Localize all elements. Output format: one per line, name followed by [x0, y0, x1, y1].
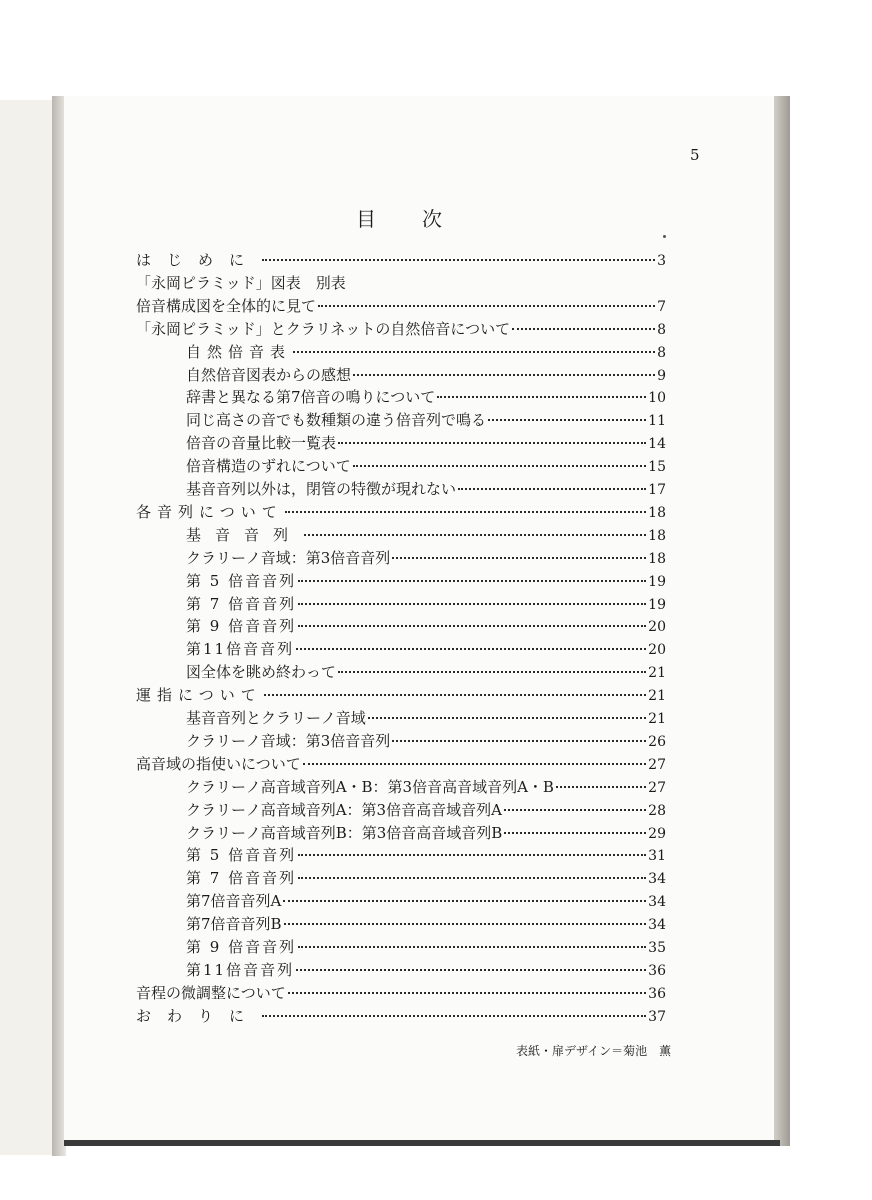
toc-leader-dots — [437, 396, 646, 398]
toc-leader-dots — [353, 465, 646, 467]
toc-entry — [186, 937, 666, 958]
toc-entry-title: 基音音列 — [186, 525, 303, 544]
toc-leader-dots — [283, 900, 646, 902]
toc-entry-title: 各音列について — [136, 502, 283, 521]
toc-leader-dots — [392, 557, 646, 559]
toc-leader-dots — [338, 671, 646, 673]
page-number: 5 — [690, 146, 700, 164]
toc-entry — [186, 845, 666, 866]
toc-entry-title: クラリーノ高音域音列B：第3倍音高音域音列B — [186, 823, 503, 842]
toc-entry — [136, 250, 666, 271]
toc-leader-dots — [556, 786, 646, 788]
toc-entry-page: 27 — [648, 779, 666, 796]
toc-leader-dots — [458, 488, 646, 490]
toc-entry — [186, 639, 666, 660]
toc-entry-title: 第 7 倍音音列 — [186, 594, 297, 613]
toc-leader-dots — [296, 969, 646, 971]
toc-entry-page: 28 — [648, 802, 666, 819]
toc-entry — [186, 731, 666, 752]
toc-entry — [186, 777, 666, 798]
toc-entry-title: おわりに — [136, 1006, 261, 1025]
toc-entry — [186, 823, 666, 844]
toc-entry — [186, 410, 666, 431]
toc-entry — [186, 525, 666, 546]
toc-entry-page: 19 — [648, 596, 666, 613]
toc-leader-dots — [304, 534, 646, 536]
toc-entry-page: 18 — [648, 527, 666, 544]
toc-entry-page: 27 — [648, 756, 666, 773]
toc-entry-page: 11 — [648, 413, 666, 430]
toc-entry-page: 36 — [648, 985, 666, 1002]
toc-entry-title: 「永岡ピラミッド」とクラリネットの自然倍音について — [136, 319, 511, 338]
toc-leader-dots — [512, 328, 655, 330]
toc-leader-dots — [298, 580, 646, 582]
toc-entry-page: 37 — [648, 1008, 666, 1025]
toc-entry-page: 17 — [648, 482, 666, 498]
toc-entry-page: 31 — [648, 848, 666, 865]
toc-entry-title: クラリーノ高音域音列A：第3倍音高音域音列A — [186, 800, 502, 819]
toc-entry — [136, 685, 666, 706]
toc-leader-dots — [298, 625, 646, 627]
toc-entry-page: 8 — [657, 321, 666, 338]
toc-leader-dots — [303, 763, 646, 765]
page-title: 目次 — [356, 207, 488, 231]
toc-entry-page: 19 — [648, 573, 666, 590]
toc-entry-title: 第 9 倍音音列 — [186, 617, 297, 636]
toc-entry-title: 第 5 倍音音列 — [186, 846, 297, 865]
toc-entry-title: 基音音列とクラリーノ音域 — [186, 709, 366, 727]
toc-leader-dots — [392, 740, 646, 742]
toc-entry-title: クラリーノ音域：第3倍音音列 — [186, 548, 391, 567]
toc-entry — [186, 914, 666, 935]
toc-leader-dots — [262, 259, 655, 261]
toc-entry-page: 14 — [648, 436, 666, 453]
toc-entry-page: 29 — [648, 825, 666, 842]
toc-entry-title: 図全体を眺め終わって — [186, 663, 336, 682]
toc-entry-page: 20 — [648, 642, 666, 659]
toc-entry-page: 3 — [657, 253, 666, 269]
toc-entry — [186, 571, 666, 592]
toc-entry — [136, 502, 666, 523]
toc-leader-dots — [264, 694, 646, 696]
toc-entry — [186, 868, 666, 889]
toc-leader-dots — [293, 351, 655, 353]
toc-entry-page: 18 — [648, 550, 666, 567]
toc-entry-title: 同じ高さの音でも数種類の違う倍音列で鳴る — [186, 411, 487, 430]
toc-entry-page: 34 — [648, 917, 666, 934]
toc-leader-dots — [298, 946, 646, 948]
toc-entry-page: 21 — [648, 711, 666, 727]
toc-entry-title: 高音域の指使いについて — [136, 754, 301, 773]
toc-entry-page: 15 — [648, 459, 666, 476]
toc-leader-dots — [298, 603, 646, 605]
toc-entry-title: 倍音構造のずれについて — [186, 457, 351, 476]
toc-leader-dots — [288, 992, 646, 994]
toc-entry-title: 基音音列以外は，閉管の特徴が現れない — [186, 480, 457, 498]
toc-entry-title: 「永岡ピラミッド」図表 別表 — [136, 273, 346, 292]
toc-entry-page: 35 — [648, 940, 666, 956]
toc-entry — [186, 365, 666, 386]
toc-leader-dots — [504, 832, 646, 834]
toc-entry — [186, 708, 666, 729]
toc-leader-dots — [318, 305, 655, 307]
toc-entry — [186, 387, 666, 408]
toc-entry — [136, 296, 666, 317]
toc-leader-dots — [262, 1015, 646, 1017]
toc-entry — [186, 594, 666, 615]
toc-entry-title: クラリーノ高音域音列A・B：第3倍音高音域音列A・B — [186, 777, 554, 796]
toc-entry-title: 運指について — [136, 686, 262, 705]
toc-entry — [136, 319, 666, 340]
toc-entry-title: 第7倍音音列B — [186, 915, 282, 934]
toc-entry-title: 倍音の音量比較一覧表 — [186, 434, 337, 453]
toc-entry-title: はじめに — [136, 251, 261, 269]
toc-entry-page: 20 — [648, 619, 666, 636]
toc-entry-page: 8 — [657, 344, 666, 361]
toc-entry — [136, 273, 666, 293]
toc-entry-title: 第11倍音音列 — [186, 960, 295, 979]
toc-entry — [186, 342, 666, 363]
toc-entry-title: 自然倍音図表からの感想 — [186, 365, 352, 384]
toc-entry-page: 34 — [648, 871, 666, 888]
toc-entry — [186, 960, 666, 981]
toc-entry-page: 9 — [657, 367, 666, 384]
toc-entry-title: 第 9 倍音音列 — [186, 938, 297, 956]
toc-entry-title: 辞書と異なる第7倍音の鳴りについて — [186, 388, 436, 407]
toc-entry-title: 第 5 倍音音列 — [186, 571, 297, 590]
toc-entry-page: 34 — [648, 894, 666, 911]
toc-entry-page: 36 — [648, 962, 666, 979]
toc-entry-title: クラリーノ音域：第3倍音音列 — [186, 731, 391, 750]
toc-entry-title: 第11倍音音列 — [186, 640, 295, 659]
toc-leader-dots — [285, 511, 646, 513]
toc-entry-page: 21 — [648, 665, 666, 682]
toc-leader-dots — [338, 442, 646, 444]
toc-entry-page: 26 — [648, 733, 666, 750]
toc-entry-title: 第7倍音音列A — [186, 892, 282, 911]
toc-entry-title: 倍音構成図を全体的に見て — [136, 296, 317, 315]
toc-entry — [186, 479, 666, 500]
toc-entry-title: 自然倍音表 — [186, 342, 292, 361]
toc-entry — [186, 800, 666, 821]
toc-entry — [186, 616, 666, 637]
toc-entry — [186, 662, 666, 683]
toc-leader-dots — [298, 877, 646, 879]
toc-entry-page: 21 — [648, 688, 666, 705]
cover-design-credit: 表紙・扉デザイン＝菊池 薫 — [516, 1044, 672, 1058]
toc-entry-page: 18 — [648, 504, 666, 521]
toc-leader-dots — [298, 854, 646, 856]
toc-entry-page: 10 — [648, 390, 666, 407]
toc-entry — [136, 1006, 666, 1027]
toc-leader-dots — [488, 419, 646, 421]
toc-leader-dots — [296, 648, 646, 650]
toc-entry — [186, 456, 666, 477]
toc-leader-dots — [368, 717, 646, 719]
toc-entry — [136, 983, 666, 1004]
toc-entry-page: 7 — [657, 298, 666, 315]
toc-leader-dots — [504, 809, 646, 811]
toc-entry — [136, 754, 666, 775]
toc-entry — [186, 891, 666, 912]
toc-leader-dots — [284, 923, 647, 925]
toc-entry-title: 第 7 倍音音列 — [186, 869, 297, 888]
toc-entry — [186, 433, 666, 454]
toc-entry-title: 音程の微調整について — [136, 983, 286, 1002]
toc-entry — [186, 548, 666, 569]
toc-leader-dots — [353, 374, 655, 376]
